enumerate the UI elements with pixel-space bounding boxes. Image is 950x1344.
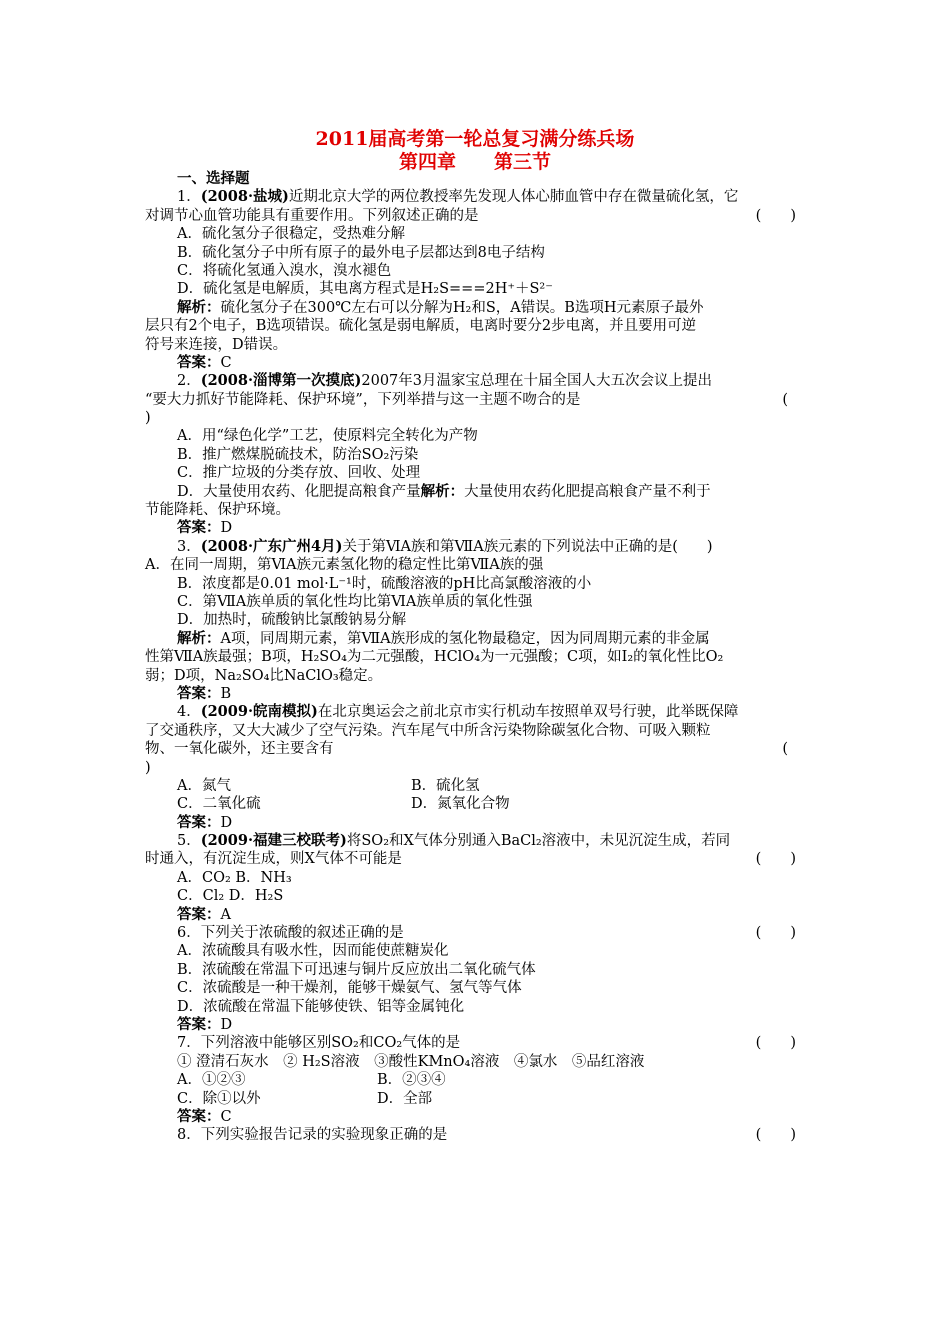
answer-bracket-open: ( — [782, 391, 788, 408]
option-d: D．大量使用农药、化肥提高粮食产量解析：大量使用农药化肥提高粮食产量不利于 — [177, 482, 711, 500]
question-8-stem: 8．下列实验报告记录的实验现象正确的是 ( ) — [177, 1127, 796, 1144]
question-source: (2008·广东广州4月) — [200, 537, 343, 555]
analysis: 解析：A项，同周期元素，第ⅦA族形成的氢化物最稳定，因为同周期元素的非金属 — [177, 629, 710, 647]
options-row — [145, 795, 810, 813]
answer-bracket: ( ) — [755, 1127, 796, 1144]
question-2-stem: 2．(2008·淄博第一次摸底)2007年3月温家宝总理在十届全国人大五次会议上提出 — [177, 372, 712, 390]
option-d: D．氮氧化合物 — [411, 796, 510, 813]
answer-bracket: ( ) — [755, 1035, 796, 1052]
question-1-stem: 1．(2008·盐城)近期北京大学的两位教授率先发现人体心肺血管中存在微量硫化氢，它 — [177, 188, 739, 206]
question-5-stem: 5．(2009·福建三校联考)将SO₂和X气体分别通入BaCl₂溶液中，未见沉淀生成，若同 — [177, 832, 731, 850]
question-source: (2009·皖南模拟) — [200, 703, 318, 721]
option-b: B．推广燃煤脱硫技术，防治SO₂污染 — [177, 446, 419, 463]
question-source: (2009·福建三校联考) — [200, 832, 347, 850]
analysis: 解析：硫化氢分子在300℃左右可以分解为H₂和S，A错误。B选项H元素原子最外 — [177, 298, 704, 316]
answer: 答案：C — [177, 1107, 232, 1125]
options-cd: C．Cl₂ D．H₂S — [177, 888, 284, 905]
option-a: A．浓硫酸具有吸水性，因而能使蔗糖炭化 — [177, 943, 449, 960]
option-a: A．硫化氢分子很稳定，受热难分解 — [177, 226, 405, 243]
option-a: A．在同一周期，第ⅥA族元素氢化物的稳定性比第ⅦA族的强 — [145, 557, 544, 574]
options-row — [145, 777, 810, 795]
question-1-stem-cont: 对调节心血管功能具有重要作用。下列叙述正确的是 ( ) — [145, 207, 796, 224]
question-4-stem-cont: 了交通秩序，又大大减少了空气污染。汽车尾气中所含污染物除碳氢化合物、可吸入颗粒 — [145, 722, 711, 739]
answer: 答案：D — [177, 1015, 233, 1033]
question-2-stem-cont: “要大力抓好节能降耗、保护环境”，下列举措与这一主题不吻合的是 ( — [145, 391, 788, 408]
analysis-cont: 节能降耗、保护环境。 — [145, 502, 290, 519]
question-source: (2008·淄博第一次摸底) — [200, 372, 362, 390]
option-a: A．氮气 — [177, 777, 231, 794]
answer: 答案：A — [177, 905, 231, 923]
answer-bracket: ( ) — [755, 207, 796, 224]
question-4-stem: 4．(2009·皖南模拟)在北京奥运会之前北京市实行机动车按照单双号行驶，此举既保障 — [177, 703, 739, 721]
analysis-cont: 性第ⅦA族最强；B项，H₂SO₄为二元强酸，HClO₄为一元强酸；C项，如I₂的氧化性比O₂ — [145, 649, 724, 666]
option-a: A．①②③ — [177, 1072, 246, 1089]
question-7-choices: ① 澄清石灰水 ② H₂S溶液 ③酸性KMnO₄溶液 ④氯水 ⑤品红溶液 — [177, 1053, 645, 1070]
option-d: D．全部 — [377, 1090, 433, 1107]
option-c: C．推广垃圾的分类存放、回收、处理 — [177, 465, 421, 482]
answer-bracket-open: ( — [782, 741, 788, 758]
analysis-cont: 符号来连接，D错误。 — [145, 336, 288, 353]
option-b: B．浓度都是0.01 mol·L⁻¹时，硫酸溶液的pH比高氯酸溶液的小 — [177, 575, 592, 592]
answer-bracket-close: ) — [145, 759, 151, 776]
answer-bracket: ( ) — [755, 851, 796, 868]
option-b: B．硫化氢 — [411, 777, 480, 794]
option-c: C．浓硫酸是一种干燥剂，能够干燥氨气、氢气等气体 — [177, 980, 522, 997]
document-body — [145, 170, 810, 1145]
document-title: 2011届高考第一轮总复习满分练兵场 — [315, 128, 635, 150]
question-4-stem-cont: 物、一氧化碳外，还主要含有 ( — [145, 741, 788, 758]
options-row — [145, 1090, 810, 1108]
option-c: C．二氧化硫 — [177, 796, 261, 813]
option-c: C．第ⅦA族单质的氧化性均比第ⅥA族单质的氧化性强 — [177, 593, 533, 610]
answer: 答案：C — [177, 353, 232, 371]
answer: 答案：D — [177, 813, 233, 831]
answer: 答案：B — [177, 684, 232, 702]
option-b: B．浓硫酸在常温下可迅速与铜片反应放出二氧化硫气体 — [177, 961, 536, 978]
answer-bracket: ( ) — [755, 925, 796, 942]
option-d: D．硫化氢是电解质，其电离方程式是H₂S===2H⁺＋S²⁻ — [177, 281, 553, 298]
document-subtitle: 第四章 第三节 — [398, 151, 551, 173]
option-b: B．硫化氢分子中所有原子的最外电子层都达到8电子结构 — [177, 244, 545, 261]
question-5-stem-cont: 时通入，有沉淀生成，则X气体不可能是 ( ) — [145, 851, 796, 868]
option-c: C．将硫化氢通入溴水，溴水褪色 — [177, 262, 392, 279]
analysis-cont: 层只有2个电子，B选项错误。硫化氢是弱电解质，电离时要分2步电离，并且要用可逆 — [145, 318, 697, 335]
question-7-stem: 7．下列溶液中能够区别SO₂和CO₂气体的是 ( ) — [177, 1035, 796, 1052]
question-3-stem: 3．(2008·广东广州4月)关于第ⅥA族和第ⅦA族元素的下列说法中正确的是( ) — [177, 537, 713, 555]
question-6-stem: 6．下列关于浓硫酸的叙述正确的是 ( ) — [177, 925, 796, 942]
options-ab: A．CO₂ B．NH₃ — [177, 869, 292, 886]
option-d: D．浓硫酸在常温下能够使铁、铝等金属钝化 — [177, 998, 465, 1015]
question-source: (2008·盐城) — [200, 188, 289, 206]
answer: 答案：D — [177, 519, 233, 537]
option-c: C．除①以外 — [177, 1090, 261, 1107]
option-d: D．加热时，硫酸钠比氯酸钠易分解 — [177, 612, 407, 629]
section-heading: 一、选择题 — [177, 170, 250, 187]
analysis-cont: 弱；D项，Na₂SO₄比NaClO₃稳定。 — [145, 667, 383, 684]
option-a: A．用“绿色化学”工艺，使原料完全转化为产物 — [177, 428, 478, 445]
answer-bracket-close: ) — [145, 410, 151, 427]
option-b: B．②③④ — [377, 1072, 446, 1089]
options-row — [145, 1071, 810, 1089]
